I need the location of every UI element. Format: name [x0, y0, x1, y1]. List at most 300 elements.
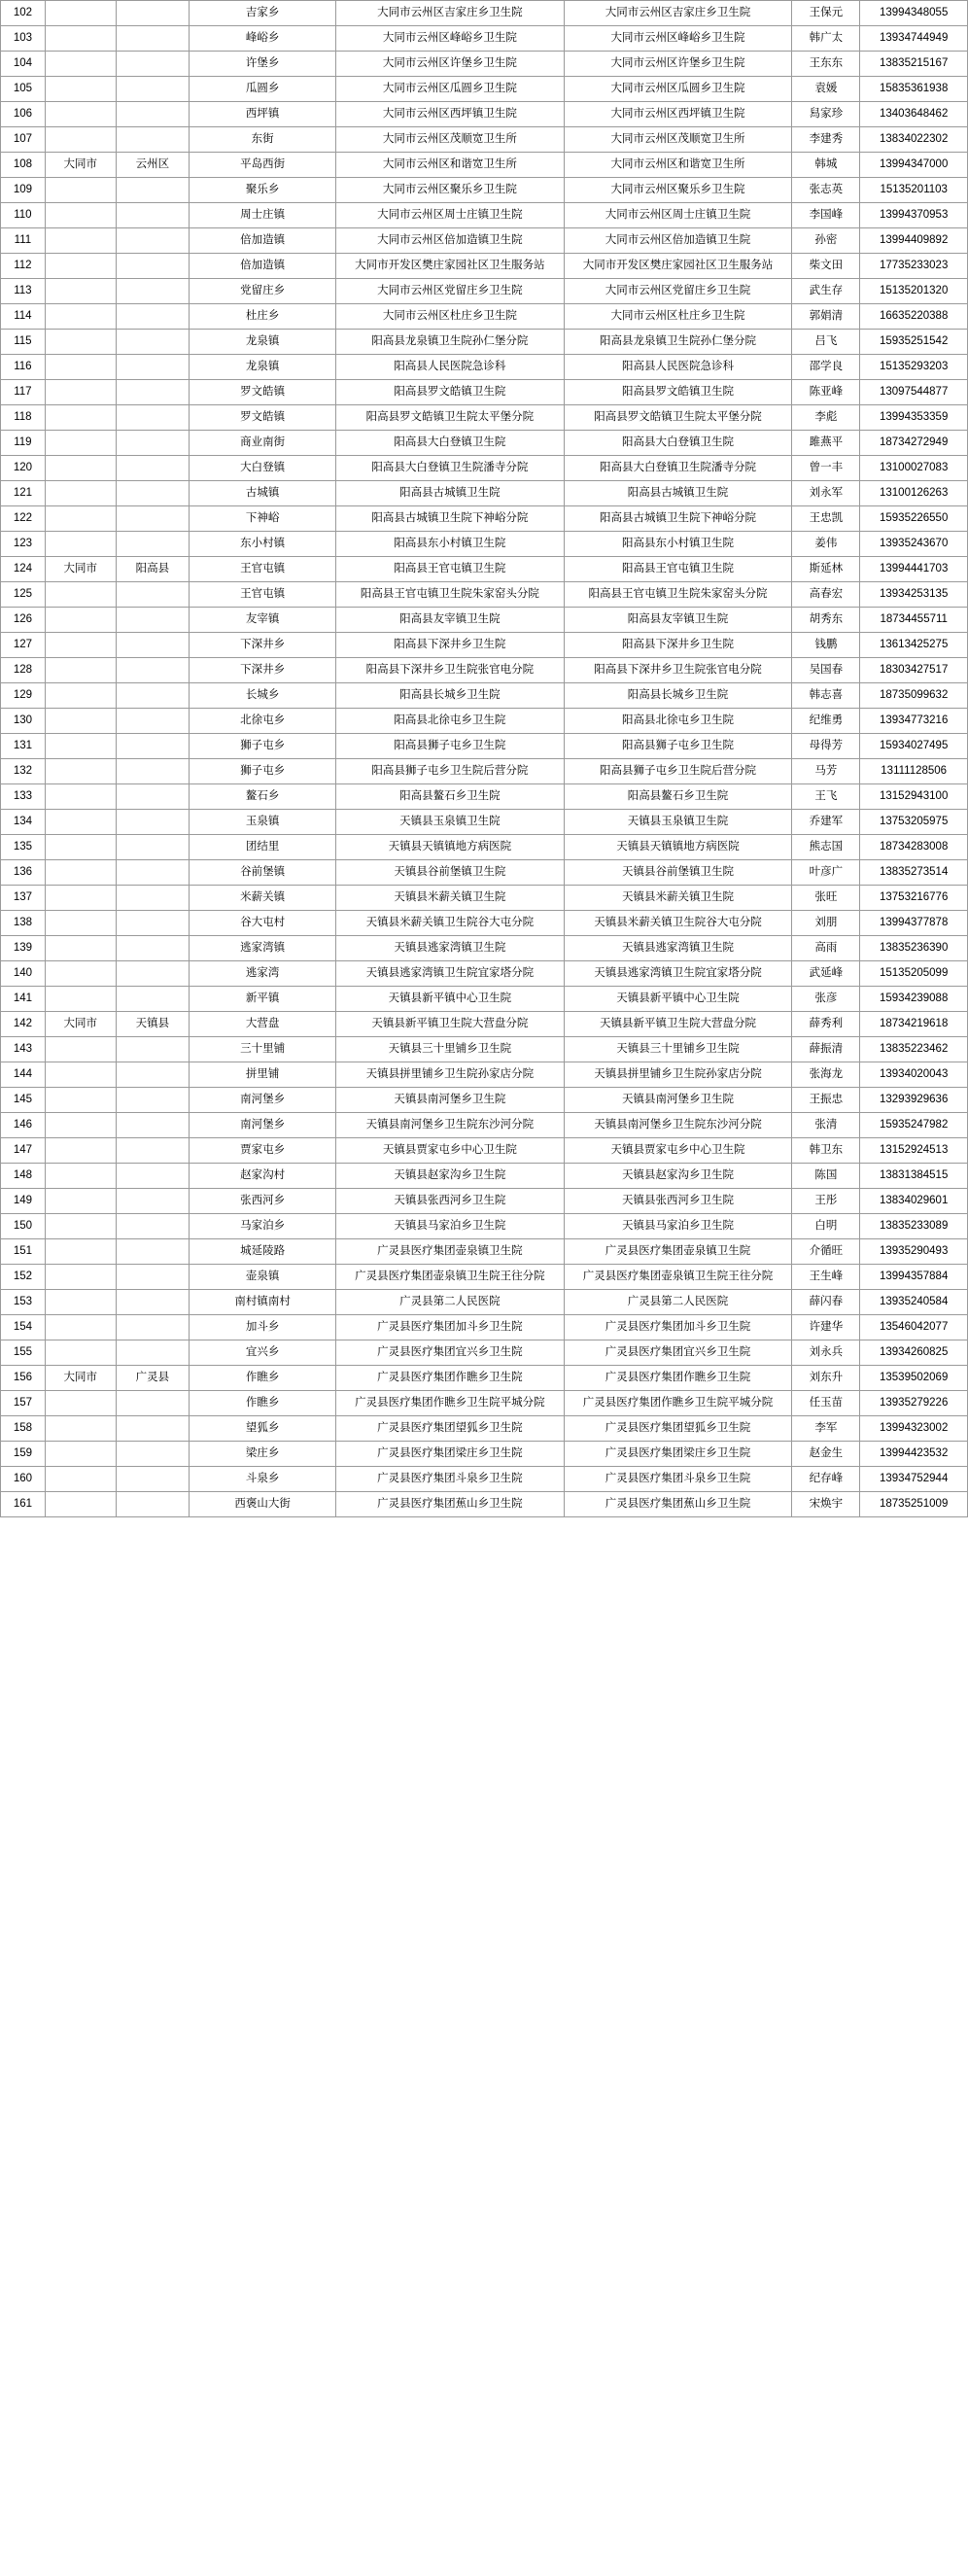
table-row: [1, 1113, 968, 1138]
row-index-cell: 119: [1, 431, 46, 456]
row-index-cell: 142: [1, 1012, 46, 1037]
town-cell: 吉家乡: [190, 1, 336, 26]
city-cell: [45, 203, 116, 228]
contact-person-cell: 纪存峰: [792, 1467, 860, 1492]
institution-alt-name-cell: 阳高县长城乡卫生院: [564, 683, 792, 709]
town-cell: 鳌石乡: [190, 784, 336, 810]
city-cell: [45, 582, 116, 608]
contact-phone-cell: 13100027083: [860, 456, 968, 481]
table-row: [1, 1189, 968, 1214]
contact-phone-cell: 18303427517: [860, 658, 968, 683]
town-cell: 团结里: [190, 835, 336, 860]
table-row: [1, 506, 968, 532]
city-cell: 大同市: [45, 1366, 116, 1391]
table-row: [1, 1265, 968, 1290]
contact-person-cell: 薛闪春: [792, 1290, 860, 1315]
county-cell: 广灵县: [116, 1366, 190, 1391]
institution-name-cell: 广灵县医疗集团宜兴乡卫生院: [336, 1340, 565, 1366]
institution-alt-name-cell: 广灵县第二人民医院: [564, 1290, 792, 1315]
table-row: [1, 1492, 968, 1517]
contact-person-cell: 王彤: [792, 1189, 860, 1214]
institution-alt-name-cell: 广灵县医疗集团壶泉镇卫生院: [564, 1239, 792, 1265]
contact-person-cell: 薛秀利: [792, 1012, 860, 1037]
county-cell: [116, 759, 190, 784]
row-index-cell: 128: [1, 658, 46, 683]
city-cell: [45, 1416, 116, 1442]
row-index-cell: 145: [1, 1088, 46, 1113]
contact-phone-cell: 15135293203: [860, 355, 968, 380]
table-row: [1, 582, 968, 608]
town-cell: 新平镇: [190, 987, 336, 1012]
row-index-cell: 121: [1, 481, 46, 506]
contact-phone-cell: 13539502069: [860, 1366, 968, 1391]
row-index-cell: 160: [1, 1467, 46, 1492]
institution-alt-name-cell: 广灵县医疗集团梁庄乡卫生院: [564, 1442, 792, 1467]
contact-phone-cell: 13994323002: [860, 1416, 968, 1442]
institution-alt-name-cell: 天镇县谷前堡镇卫生院: [564, 860, 792, 886]
row-index-cell: 115: [1, 330, 46, 355]
contact-phone-cell: 13934253135: [860, 582, 968, 608]
table-row: [1, 228, 968, 254]
row-index-cell: 143: [1, 1037, 46, 1062]
contact-phone-cell: 17735233023: [860, 254, 968, 279]
city-cell: [45, 1467, 116, 1492]
row-index-cell: 154: [1, 1315, 46, 1340]
county-cell: [116, 456, 190, 481]
contact-person-cell: 王振忠: [792, 1088, 860, 1113]
table-row: [1, 1138, 968, 1164]
city-cell: [45, 1391, 116, 1416]
institution-name-cell: 天镇县马家泊乡卫生院: [336, 1214, 565, 1239]
contact-person-cell: 王忠凯: [792, 506, 860, 532]
county-cell: [116, 1189, 190, 1214]
institution-alt-name-cell: 大同市云州区峰峪乡卫生院: [564, 26, 792, 52]
row-index-cell: 155: [1, 1340, 46, 1366]
institution-alt-name-cell: 天镇县逃家湾镇卫生院宜家塔分院: [564, 961, 792, 987]
row-index-cell: 146: [1, 1113, 46, 1138]
institution-name-cell: 阳高县人民医院急诊科: [336, 355, 565, 380]
contact-person-cell: 赵金生: [792, 1442, 860, 1467]
city-cell: [45, 1214, 116, 1239]
row-index-cell: 147: [1, 1138, 46, 1164]
contact-phone-cell: 13546042077: [860, 1315, 968, 1340]
institution-alt-name-cell: 广灵县医疗集团作瞧乡卫生院平城分院: [564, 1391, 792, 1416]
contact-person-cell: 韩广太: [792, 26, 860, 52]
institution-name-cell: 天镇县逃家湾镇卫生院: [336, 936, 565, 961]
institution-alt-name-cell: 阳高县大白登镇卫生院潘寺分院: [564, 456, 792, 481]
contact-phone-cell: 13293929636: [860, 1088, 968, 1113]
county-cell: [116, 683, 190, 709]
table-row: [1, 26, 968, 52]
institution-name-cell: 天镇县南河堡乡卫生院东沙河分院: [336, 1113, 565, 1138]
town-cell: 聚乐乡: [190, 178, 336, 203]
contact-person-cell: 李彪: [792, 405, 860, 431]
city-cell: [45, 178, 116, 203]
contact-person-cell: 张彦: [792, 987, 860, 1012]
town-cell: 平岛西街: [190, 153, 336, 178]
city-cell: [45, 987, 116, 1012]
town-cell: 谷大屯村: [190, 911, 336, 936]
city-cell: [45, 532, 116, 557]
county-cell: [116, 936, 190, 961]
institution-name-cell: 大同市开发区樊庄家园社区卫生服务站: [336, 254, 565, 279]
town-cell: 城延陵路: [190, 1239, 336, 1265]
row-index-cell: 135: [1, 835, 46, 860]
county-cell: [116, 506, 190, 532]
contact-phone-cell: 13934744949: [860, 26, 968, 52]
contact-person-cell: 李军: [792, 1416, 860, 1442]
institution-name-cell: 阳高县罗文皓镇卫生院太平堡分院: [336, 405, 565, 431]
table-row: [1, 1012, 968, 1037]
table-row: [1, 1, 968, 26]
institution-alt-name-cell: 天镇县南河堡乡卫生院东沙河分院: [564, 1113, 792, 1138]
row-index-cell: 150: [1, 1214, 46, 1239]
county-cell: 云州区: [116, 153, 190, 178]
row-index-cell: 106: [1, 102, 46, 127]
institution-alt-name-cell: 天镇县新平镇卫生院大营盘分院: [564, 1012, 792, 1037]
row-index-cell: 144: [1, 1062, 46, 1088]
county-cell: [116, 1062, 190, 1088]
contact-phone-cell: 13994353359: [860, 405, 968, 431]
city-cell: [45, 330, 116, 355]
town-cell: 拼里铺: [190, 1062, 336, 1088]
city-cell: [45, 759, 116, 784]
table-row: [1, 431, 968, 456]
county-cell: [116, 582, 190, 608]
institution-alt-name-cell: 阳高县大白登镇卫生院: [564, 431, 792, 456]
town-cell: 逃家湾: [190, 961, 336, 987]
institution-name-cell: 广灵县医疗集团作瞧乡卫生院: [336, 1366, 565, 1391]
institution-name-cell: 广灵县医疗集团加斗乡卫生院: [336, 1315, 565, 1340]
town-cell: 下深井乡: [190, 633, 336, 658]
city-cell: [45, 1088, 116, 1113]
institution-name-cell: 广灵县医疗集团斗泉乡卫生院: [336, 1467, 565, 1492]
contact-person-cell: 刘朋: [792, 911, 860, 936]
city-cell: [45, 784, 116, 810]
contact-phone-cell: 13935243670: [860, 532, 968, 557]
contact-person-cell: 姜伟: [792, 532, 860, 557]
city-cell: [45, 228, 116, 254]
city-cell: [45, 1492, 116, 1517]
contact-phone-cell: 13935240584: [860, 1290, 968, 1315]
contact-phone-cell: 13835273514: [860, 860, 968, 886]
city-cell: 大同市: [45, 557, 116, 582]
contact-person-cell: 熊志国: [792, 835, 860, 860]
institution-alt-name-cell: 阳高县北徐屯乡卫生院: [564, 709, 792, 734]
institution-name-cell: 阳高县狮子屯乡卫生院: [336, 734, 565, 759]
county-cell: [116, 77, 190, 102]
institution-name-cell: 天镇县赵家沟乡卫生院: [336, 1164, 565, 1189]
city-cell: [45, 26, 116, 52]
city-cell: [45, 1138, 116, 1164]
town-cell: 倍加造镇: [190, 228, 336, 254]
county-cell: [116, 1088, 190, 1113]
county-cell: 天镇县: [116, 1012, 190, 1037]
row-index-cell: 117: [1, 380, 46, 405]
contact-phone-cell: 13835215167: [860, 52, 968, 77]
institution-name-cell: 阳高县古城镇卫生院下神峪分院: [336, 506, 565, 532]
institution-alt-name-cell: 广灵县医疗集团壶泉镇卫生院王往分院: [564, 1265, 792, 1290]
city-cell: [45, 1265, 116, 1290]
contact-phone-cell: 18734272949: [860, 431, 968, 456]
county-cell: [116, 431, 190, 456]
contact-person-cell: 张清: [792, 1113, 860, 1138]
contact-phone-cell: 13935279226: [860, 1391, 968, 1416]
contact-person-cell: 武生存: [792, 279, 860, 304]
city-cell: [45, 1340, 116, 1366]
row-index-cell: 113: [1, 279, 46, 304]
town-cell: 倍加造镇: [190, 254, 336, 279]
town-cell: 党留庄乡: [190, 279, 336, 304]
town-cell: 东小村镇: [190, 532, 336, 557]
county-cell: [116, 810, 190, 835]
row-index-cell: 132: [1, 759, 46, 784]
row-index-cell: 114: [1, 304, 46, 330]
institution-name-cell: 大同市云州区党留庄乡卫生院: [336, 279, 565, 304]
institution-name-cell: 阳高县北徐屯乡卫生院: [336, 709, 565, 734]
institution-alt-name-cell: 广灵县医疗集团宜兴乡卫生院: [564, 1340, 792, 1366]
town-cell: 西褒山大街: [190, 1492, 336, 1517]
institution-name-cell: 天镇县贾家屯乡中心卫生院: [336, 1138, 565, 1164]
institution-alt-name-cell: 阳高县古城镇卫生院: [564, 481, 792, 506]
table-body: [1, 1, 968, 1517]
institution-name-cell: 阳高县王官屯镇卫生院: [336, 557, 565, 582]
table-row: [1, 683, 968, 709]
town-cell: 玉泉镇: [190, 810, 336, 835]
contact-phone-cell: 13994377878: [860, 911, 968, 936]
city-cell: [45, 1290, 116, 1315]
contact-person-cell: 王保元: [792, 1, 860, 26]
town-cell: 峰峪乡: [190, 26, 336, 52]
city-cell: [45, 1442, 116, 1467]
contact-phone-cell: 16635220388: [860, 304, 968, 330]
city-cell: [45, 886, 116, 911]
town-cell: 赵家沟村: [190, 1164, 336, 1189]
city-cell: [45, 860, 116, 886]
contact-phone-cell: 15135201320: [860, 279, 968, 304]
county-cell: [116, 911, 190, 936]
city-cell: 大同市: [45, 153, 116, 178]
county-cell: [116, 355, 190, 380]
table-row: [1, 608, 968, 633]
town-cell: 龙泉镇: [190, 330, 336, 355]
contact-phone-cell: 13613425275: [860, 633, 968, 658]
institution-alt-name-cell: 阳高县王官屯镇卫生院: [564, 557, 792, 582]
institution-alt-name-cell: 天镇县天镇镇地方病医院: [564, 835, 792, 860]
contact-phone-cell: 15934027495: [860, 734, 968, 759]
contact-person-cell: 张旺: [792, 886, 860, 911]
town-cell: 米薪关镇: [190, 886, 336, 911]
county-cell: [116, 784, 190, 810]
county-cell: [116, 1239, 190, 1265]
county-cell: [116, 532, 190, 557]
contact-phone-cell: 15935251542: [860, 330, 968, 355]
city-cell: [45, 77, 116, 102]
contact-phone-cell: 13152924513: [860, 1138, 968, 1164]
town-cell: 周士庄镇: [190, 203, 336, 228]
contact-phone-cell: 13934773216: [860, 709, 968, 734]
institution-alt-name-cell: 天镇县南河堡乡卫生院: [564, 1088, 792, 1113]
institution-alt-name-cell: 阳高县东小村镇卫生院: [564, 532, 792, 557]
town-cell: 梁庄乡: [190, 1442, 336, 1467]
contact-person-cell: 邵学良: [792, 355, 860, 380]
city-cell: [45, 481, 116, 506]
city-cell: [45, 633, 116, 658]
county-cell: [116, 961, 190, 987]
row-index-cell: 104: [1, 52, 46, 77]
institution-name-cell: 广灵县医疗集团望狐乡卫生院: [336, 1416, 565, 1442]
institution-name-cell: 天镇县新平镇卫生院大营盘分院: [336, 1012, 565, 1037]
contact-person-cell: 韩志喜: [792, 683, 860, 709]
contact-phone-cell: 15935247982: [860, 1113, 968, 1138]
row-index-cell: 109: [1, 178, 46, 203]
row-index-cell: 159: [1, 1442, 46, 1467]
town-cell: 龙泉镇: [190, 355, 336, 380]
table-row: [1, 178, 968, 203]
row-index-cell: 122: [1, 506, 46, 532]
county-cell: [116, 203, 190, 228]
table-row: [1, 734, 968, 759]
town-cell: 瓜圆乡: [190, 77, 336, 102]
city-cell: [45, 1315, 116, 1340]
institution-alt-name-cell: 大同市云州区杜庄乡卫生院: [564, 304, 792, 330]
county-cell: [116, 481, 190, 506]
table-row: [1, 1442, 968, 1467]
contact-phone-cell: 15135201103: [860, 178, 968, 203]
contact-person-cell: 武延峰: [792, 961, 860, 987]
institution-alt-name-cell: 阳高县王官屯镇卫生院朱家窑头分院: [564, 582, 792, 608]
town-cell: 王官屯镇: [190, 582, 336, 608]
town-cell: 许堡乡: [190, 52, 336, 77]
city-cell: [45, 102, 116, 127]
table-row: [1, 961, 968, 987]
county-cell: [116, 380, 190, 405]
city-cell: [45, 810, 116, 835]
table-row: [1, 936, 968, 961]
town-cell: 下神峪: [190, 506, 336, 532]
table-row: [1, 1290, 968, 1315]
row-index-cell: 112: [1, 254, 46, 279]
contact-phone-cell: 13934020043: [860, 1062, 968, 1088]
town-cell: 东街: [190, 127, 336, 153]
table-row: [1, 1037, 968, 1062]
contact-person-cell: 高雨: [792, 936, 860, 961]
row-index-cell: 133: [1, 784, 46, 810]
county-cell: [116, 1315, 190, 1340]
county-cell: [116, 1214, 190, 1239]
county-cell: [116, 1290, 190, 1315]
table-row: [1, 1467, 968, 1492]
row-index-cell: 124: [1, 557, 46, 582]
table-row: [1, 1340, 968, 1366]
town-cell: 作瞧乡: [190, 1366, 336, 1391]
city-cell: [45, 279, 116, 304]
county-cell: [116, 102, 190, 127]
town-cell: 大白登镇: [190, 456, 336, 481]
row-index-cell: 125: [1, 582, 46, 608]
contact-person-cell: 高春宏: [792, 582, 860, 608]
contact-phone-cell: 13835233089: [860, 1214, 968, 1239]
contact-person-cell: 刘永兵: [792, 1340, 860, 1366]
institution-name-cell: 天镇县米薪关镇卫生院: [336, 886, 565, 911]
contact-person-cell: 韩卫东: [792, 1138, 860, 1164]
county-cell: [116, 1265, 190, 1290]
row-index-cell: 137: [1, 886, 46, 911]
row-index-cell: 131: [1, 734, 46, 759]
row-index-cell: 130: [1, 709, 46, 734]
contact-person-cell: 钱鹏: [792, 633, 860, 658]
table-row: [1, 1391, 968, 1416]
row-index-cell: 151: [1, 1239, 46, 1265]
town-cell: 下深井乡: [190, 658, 336, 683]
county-cell: [116, 304, 190, 330]
institution-alt-name-cell: 天镇县马家泊乡卫生院: [564, 1214, 792, 1239]
row-index-cell: 148: [1, 1164, 46, 1189]
town-cell: 贾家屯乡: [190, 1138, 336, 1164]
institution-name-cell: 阳高县罗文皓镇卫生院: [336, 380, 565, 405]
contact-phone-cell: 13994357884: [860, 1265, 968, 1290]
county-cell: [116, 835, 190, 860]
city-cell: [45, 1189, 116, 1214]
contact-person-cell: 李建秀: [792, 127, 860, 153]
contact-phone-cell: 13994423532: [860, 1442, 968, 1467]
contact-phone-cell: 13994441703: [860, 557, 968, 582]
contact-person-cell: 舄家珍: [792, 102, 860, 127]
county-cell: [116, 1340, 190, 1366]
institution-name-cell: 阳高县龙泉镇卫生院孙仁堡分院: [336, 330, 565, 355]
institution-alt-name-cell: 阳高县龙泉镇卫生院孙仁堡分院: [564, 330, 792, 355]
institution-alt-name-cell: 阳高县下深井乡卫生院张官电分院: [564, 658, 792, 683]
city-cell: [45, 1164, 116, 1189]
contact-person-cell: 吴国春: [792, 658, 860, 683]
county-cell: [116, 633, 190, 658]
contact-phone-cell: 13753205975: [860, 810, 968, 835]
contact-phone-cell: 13097544877: [860, 380, 968, 405]
institution-alt-name-cell: 大同市云州区瓜圆乡卫生院: [564, 77, 792, 102]
city-cell: [45, 658, 116, 683]
contact-phone-cell: 15835361938: [860, 77, 968, 102]
institution-name-cell: 大同市云州区吉家庄乡卫生院: [336, 1, 565, 26]
institution-name-cell: 大同市云州区周士庄镇卫生院: [336, 203, 565, 228]
contact-phone-cell: 18734219618: [860, 1012, 968, 1037]
city-cell: [45, 1, 116, 26]
contact-person-cell: 刘永军: [792, 481, 860, 506]
contact-person-cell: 袁媛: [792, 77, 860, 102]
table-row: [1, 557, 968, 582]
institution-name-cell: 广灵县医疗集团壶泉镇卫生院王往分院: [336, 1265, 565, 1290]
city-cell: [45, 355, 116, 380]
town-cell: 南村镇南村: [190, 1290, 336, 1315]
contact-phone-cell: 18735099632: [860, 683, 968, 709]
city-cell: [45, 127, 116, 153]
institution-alt-name-cell: 阳高县狮子屯乡卫生院: [564, 734, 792, 759]
city-cell: [45, 254, 116, 279]
contact-person-cell: 曾一丰: [792, 456, 860, 481]
contact-phone-cell: 18735251009: [860, 1492, 968, 1517]
contact-person-cell: 王生峰: [792, 1265, 860, 1290]
contact-phone-cell: 13935290493: [860, 1239, 968, 1265]
contact-phone-cell: 13753216776: [860, 886, 968, 911]
institution-name-cell: 广灵县第二人民医院: [336, 1290, 565, 1315]
institution-name-cell: 天镇县拼里铺乡卫生院孙家店分院: [336, 1062, 565, 1088]
institution-name-cell: 大同市云州区瓜圆乡卫生院: [336, 77, 565, 102]
contact-person-cell: 乔建军: [792, 810, 860, 835]
town-cell: 北徐屯乡: [190, 709, 336, 734]
table-row: [1, 355, 968, 380]
row-index-cell: 118: [1, 405, 46, 431]
row-index-cell: 120: [1, 456, 46, 481]
row-index-cell: 153: [1, 1290, 46, 1315]
